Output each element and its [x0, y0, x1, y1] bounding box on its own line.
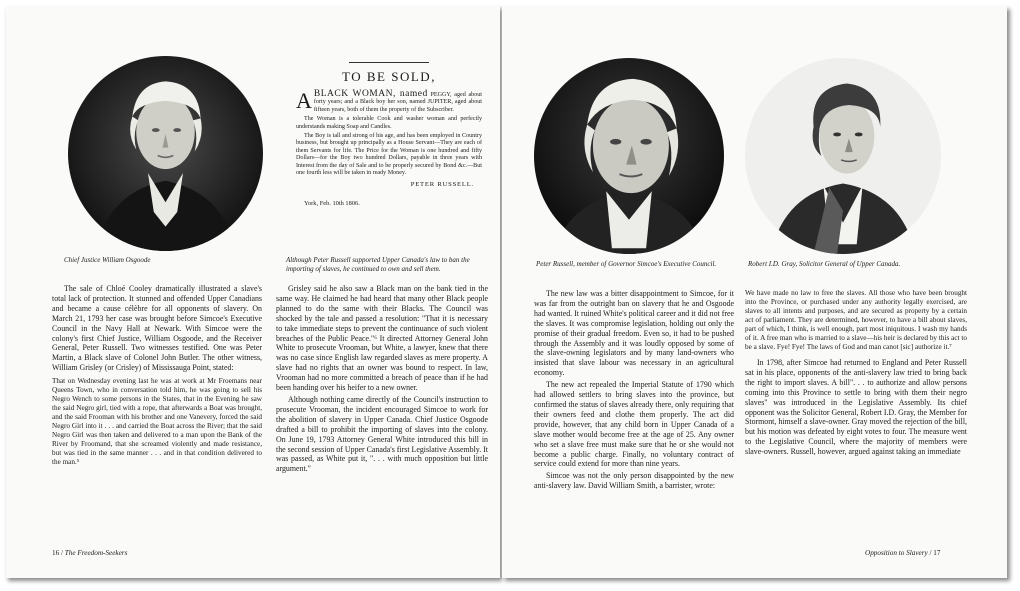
portrait-gray-image	[745, 58, 941, 254]
left-column-2	[276, 284, 488, 476]
right-col1-paragraph-1: The new law was a bitter disappointment to Simcoe, for it was far from the outright ban on slavery that he and Osgoode had wanted. It ruined White's political career and it did not free the slaves. It was compromise legislation, holding out only the promise of their gradual freedom. Even so, it had to be pushed through the Assembly and it was loudly opposed by some of the slave-owning legislators and by many land-owners who insisted that slave labour was necessary in an agricultural economy.	[534, 289, 734, 378]
portrait-russell	[534, 58, 724, 254]
right-col1-paragraph-3: Simcoe was not the only person disappointed by the new anti-slavery law. David William Smith, a barrister, wrote:	[534, 471, 734, 491]
slave-sale-advertisement	[296, 62, 482, 267]
portrait-russell-image	[534, 58, 724, 254]
portrait-gray	[745, 58, 941, 254]
advert-text-1: PEGGY, aged about forty years; and a Black boy her son, named JUPITER, aged about fifteen years, both of them the property of the Subscriber.	[313, 92, 482, 113]
advert-top-rule	[349, 62, 429, 63]
left-running-title: The Freedom-Seekers	[64, 549, 128, 557]
advert-lead: BLACK WOMAN, named	[313, 89, 428, 99]
advert-signature: PETER RUSSELL.	[410, 181, 474, 189]
left-col1-paragraph: The sale of Chloé Cooley dramatically illustrated a slave's total lack of protection. It stunned and offended Upper Canadians and became a cause célèbre for all opponents of slavery. On March 21, 1793 her case was brought before Simcoe's Executive Council in the Navy Hall at Newark. With Simcoe were the colony's first Chief Justice, William Osgoode, and the Receiver General, Peter Russell. Two witnesses testified. One was Peter Martin, a Black slave of Colonel John Butler. The other witness, William Grisley (or Crisley) of Mississauga Point, stated:	[52, 284, 262, 373]
left-col2-paragraph-2: Although nothing came directly of the Council's instruction to prosecute Vrooman, the incident encouraged Simcoe to work for the abolition of slavery in Upper Canada. Chief Justice Osgoode drafted a bill to prohibit the importing of slaves into the colony. On June 19, 1793 Attorney General White introduced this bill in the second session of Upper Canada's first Legislative Assembly. It was passed, as White put it, ". . . with much opposition but little argument."	[276, 394, 488, 474]
right-col1-paragraph-2: The new act repealed the Imperial Statute of 1790 which had allowed settlers to bring slaves into the province, but confirmed the status of slaves already there, only requiring that their owners feed and clothe them properly. The act did provide, however, that any child born in Upper Canada of a slave mother would become free at the age of 25. Any owner who set a slave free must make sure that he or she would not become a public charge. Finally, no voluntary contract of service could extend for more than nine years.	[534, 380, 734, 469]
left-column-1	[52, 284, 262, 467]
grisley-testimony-quote: That on Wednesday evening last he was at work at Mr Froemans near Queens Town, who in conversation told him, he was going to sell his Negro Wench to some persons in the States, that in the Evening he saw the said Negro girl, tied with a rope, that afterwards a Boat was brought, and the said Frooman with his brother and one Vanevery, forced the said Negro Girl into it . . . and carried the Boat across the River; that the said Negro Girl was then taken and delivered to a man upon the Bank of the River by Froomand, that she screamed violently and made resistance, but was tied in the same manner . . . and in that condition delivered to the man.⁵	[52, 377, 262, 467]
right-column-2	[745, 289, 967, 459]
left-folio-separator: /	[60, 549, 63, 557]
portrait-osgoode	[68, 56, 263, 251]
left-page	[6, 6, 500, 578]
advert-heading: TO BE SOLD,	[342, 69, 436, 84]
right-page	[502, 6, 1007, 578]
left-col2-paragraph-1: Grisley said he also saw a Black man on the bank tied in the same way. He claimed he had heard that many other Black people planned to do the same with their Blacks. The Council was shocked by the tale and passed a resolution: "That it is necessary to take immediate steps to prevent the continuance of such violent breaches of the Public Peace."⁶ It directed Attorney General John White to prosecute Vrooman, but White, a lawyer, knew that there was no case since English law regarded slaves as mere property. A slave had no rights that an owner was bound to respect. In law, Vrooman had no more committed a breach of peace than if he had been handing over his heifer to a new owner.	[276, 284, 488, 393]
gray-caption: Robert I.D. Gray, Solicitor General of Upper Canada.	[748, 260, 901, 268]
right-folio-separator: /	[929, 549, 932, 557]
left-page-number: 16	[52, 549, 60, 557]
advert-body	[296, 88, 482, 114]
smith-letter-quote: We have made no law to free the slaves. All those who have been brought into the Province, or purchased under any authority legally exercised, are slaves to all intents and purposes, and are secured as property by a certain act of parliament. They are determined, however, to have a bill about slaves, part of which, I think, is well enough, part most iniquitous. I wash my hands of it. A free man who is married to a slave—his heir is declared by this act to be a slave. Fye! Fye! The laws of God and man canot [sic] authorize it.⁷	[745, 289, 967, 351]
advert-dateline: York, Feb. 10th 1806.	[304, 200, 360, 208]
portrait-osgoode-image	[68, 56, 263, 251]
right-folio	[865, 549, 940, 557]
right-column-1	[534, 289, 734, 493]
advert-text-2: The Woman is a tolerable Cook and washer woman and perfectly understands making Soap and Candles.	[296, 116, 482, 130]
russell-caption: Peter Russell, member of Governor Simcoe's Executive Council.	[536, 260, 717, 268]
advert-drop-cap: A	[296, 88, 312, 113]
right-col2-paragraph: In 1798, after Simcoe had returned to England and Peter Russell sat in his place, opponents of the anti-slavery law tried to bring back the right to import slaves. A bill". . . to authorize and allow persons coming into this Province to settle to bring with them their negro slaves" was introduced in the Legislative Assembly. Its chief opponent was the Solicitor General, Robert I.D. Gray, the Member for Stormont, himself a slave-owner. Gray moved the rejection of the bill, but his motion was defeated by eight votes to four. The measure went to the Legislative Council, where the majority of members were slave-owners. Russell, however, argued against taking an immediate	[745, 358, 967, 457]
advert-caption: Although Peter Russell supported Upper Canada's law to ban the importing of slaves, he continued to own and sell them.	[286, 256, 470, 273]
right-page-number: 17	[933, 549, 941, 557]
osgoode-caption: Chief Justice William Osgoode	[64, 256, 151, 264]
right-running-title: Opposition to Slavery	[865, 549, 928, 557]
left-folio	[52, 549, 127, 557]
advert-text-3: The Boy is tall and strong of his age, and has been employed in Country business, but brought up principally as a House Servant—They are each of them Servants for life. The Price for the Woman is one hundred and fifty Dollars—for the Boy two hundred Dollars, payable in three years with Interest from the day of Sale and to be properly secured by Bond &c.—But one fourth less will be taken in ready Money.	[296, 133, 482, 177]
